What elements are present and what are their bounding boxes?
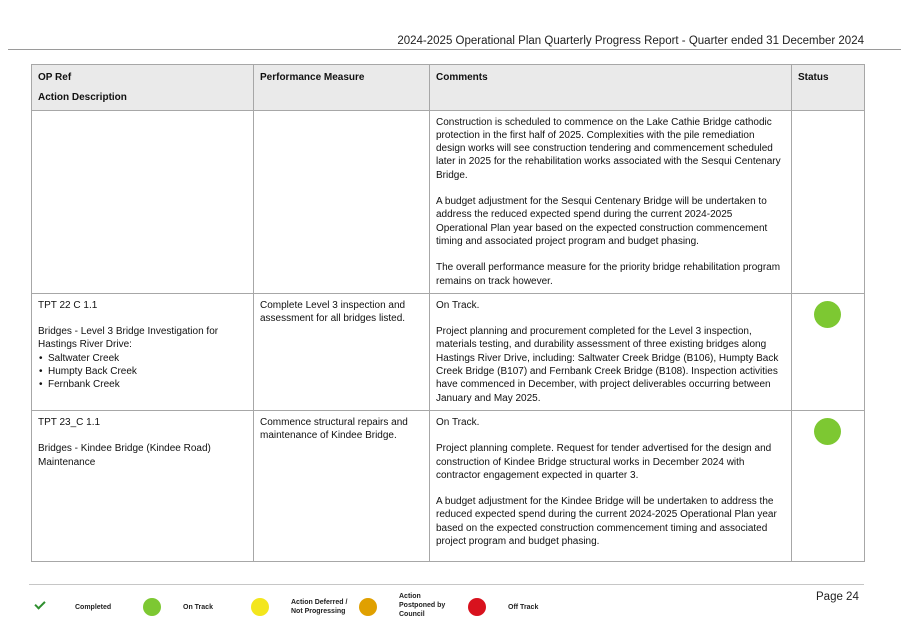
postponed-dot-icon (359, 598, 377, 616)
cell-op-ref (32, 410, 254, 561)
report-title: 2024-2025 Operational Plan Quarterly Progress Report - Quarter ended 31 December 2024 (397, 35, 864, 47)
legend-postponed-line: Action (399, 593, 421, 600)
legend-completed-label: Completed (75, 604, 112, 611)
legend-postponed-line: Council (399, 611, 425, 618)
header-performance-measure: Performance Measure (254, 65, 430, 111)
deferred-dot-icon (251, 598, 269, 616)
op-ref-code: TPT 23_C 1.1 (38, 416, 101, 428)
cell-performance-measure: Commence structural repairs and maintenance of Kindee Bridge. (254, 410, 430, 561)
comment-paragraph: A budget adjustment for the Kindee Bridge will be undertaken to address the reduced expected spend during the current 2024-2025 Operational Plan year based on the expected construction commencement timing and associated project program and budget phasing. (436, 496, 777, 548)
table-row (32, 110, 865, 293)
cell-status (792, 410, 865, 561)
legend-deferred-label (291, 598, 347, 616)
op-ref-code: TPT 22 C 1.1 (38, 299, 98, 311)
off-track-dot-icon (468, 598, 486, 616)
comment-paragraph: On Track. (436, 416, 480, 428)
footer-divider (29, 584, 864, 585)
on-track-dot-icon (143, 598, 161, 616)
cell-comments (430, 410, 792, 561)
header-status: Status (792, 65, 865, 111)
completed-check-icon (34, 598, 45, 609)
cell-comments (430, 293, 792, 410)
cell-performance-measure: Complete Level 3 inspection and assessment for all bridges listed. (254, 293, 430, 410)
legend-postponed-label (399, 592, 445, 619)
page-number: Page 24 (816, 591, 859, 603)
legend-off-track-label: Off Track (508, 604, 539, 611)
cell-status (792, 293, 865, 410)
status-on-track-icon (814, 301, 841, 328)
bridge-list (38, 352, 247, 392)
action-description: Bridges - Kindee Bridge (Kindee Road) Maintenance (38, 443, 211, 468)
list-item: • Saltwater Creek (38, 352, 247, 365)
table-header-row (32, 65, 865, 111)
legend-postponed-line: Postponed by (399, 602, 446, 609)
comment-paragraph: A budget adjustment for the Sesqui Centenary Bridge will be undertaken to address the reduced expected spend during the current 2024-2025 Operational Plan year based on the expected construction commencement timing and associated project program and budget phasing. (436, 196, 768, 247)
header-op-ref (32, 65, 254, 111)
progress-table (31, 64, 865, 562)
header-divider (8, 49, 901, 50)
header-action-description-label: Action Description (38, 92, 127, 104)
cell-performance-measure (254, 110, 430, 293)
status-on-track-icon (814, 418, 841, 445)
table-row (32, 293, 865, 410)
legend-deferred-line: Not Progressing (291, 608, 346, 615)
comment-paragraph: The overall performance measure for the priority bridge rehabilitation program remains on track however. (436, 262, 781, 287)
status-legend (0, 590, 908, 630)
list-item: • Fernbank Creek (38, 378, 247, 391)
action-description: Bridges - Level 3 Bridge Investigation for Hastings River Drive: (38, 326, 219, 351)
comment-paragraph: Project planning complete. Request for tender advertised for the design and construction of Kindee Bridge structural works in December 2024 with contractor engagement expected in quarter 3. (436, 443, 772, 481)
cell-op-ref (32, 293, 254, 410)
cell-status (792, 110, 865, 293)
header-comments: Comments (430, 65, 792, 111)
cell-op-ref (32, 110, 254, 293)
comment-paragraph: On Track. (436, 299, 480, 311)
comment-paragraph: Construction is scheduled to commence on the Lake Cathie Bridge cathodic protection in the first half of 2025. Complexities with the pile remediation design works will see construction tendering and commencement scheduled later in 2025 for the rehabilitation works associated with the Sesqui Centenary Bridge. (436, 116, 781, 181)
list-item: • Humpty Back Creek (38, 365, 247, 378)
legend-deferred-line: Action Deferred / (291, 599, 348, 606)
comment-paragraph: Project planning and procurement completed for the Level 3 inspection, materials testing, and durability assessment of three existing bridges along Hastings River Drive, including: Saltwater Creek Bridge (B106), Humpty Back Creek Bridge (B107) and Fernbank Creek Bridge (B108). Inspection activities have commenced in December, with project deliverables occurring between January and May 2025. (436, 326, 779, 404)
cell-comments (430, 110, 792, 293)
legend-on-track-label: On Track (183, 604, 213, 611)
table-row (32, 410, 865, 561)
header-op-ref-label: OP Ref (38, 72, 72, 83)
